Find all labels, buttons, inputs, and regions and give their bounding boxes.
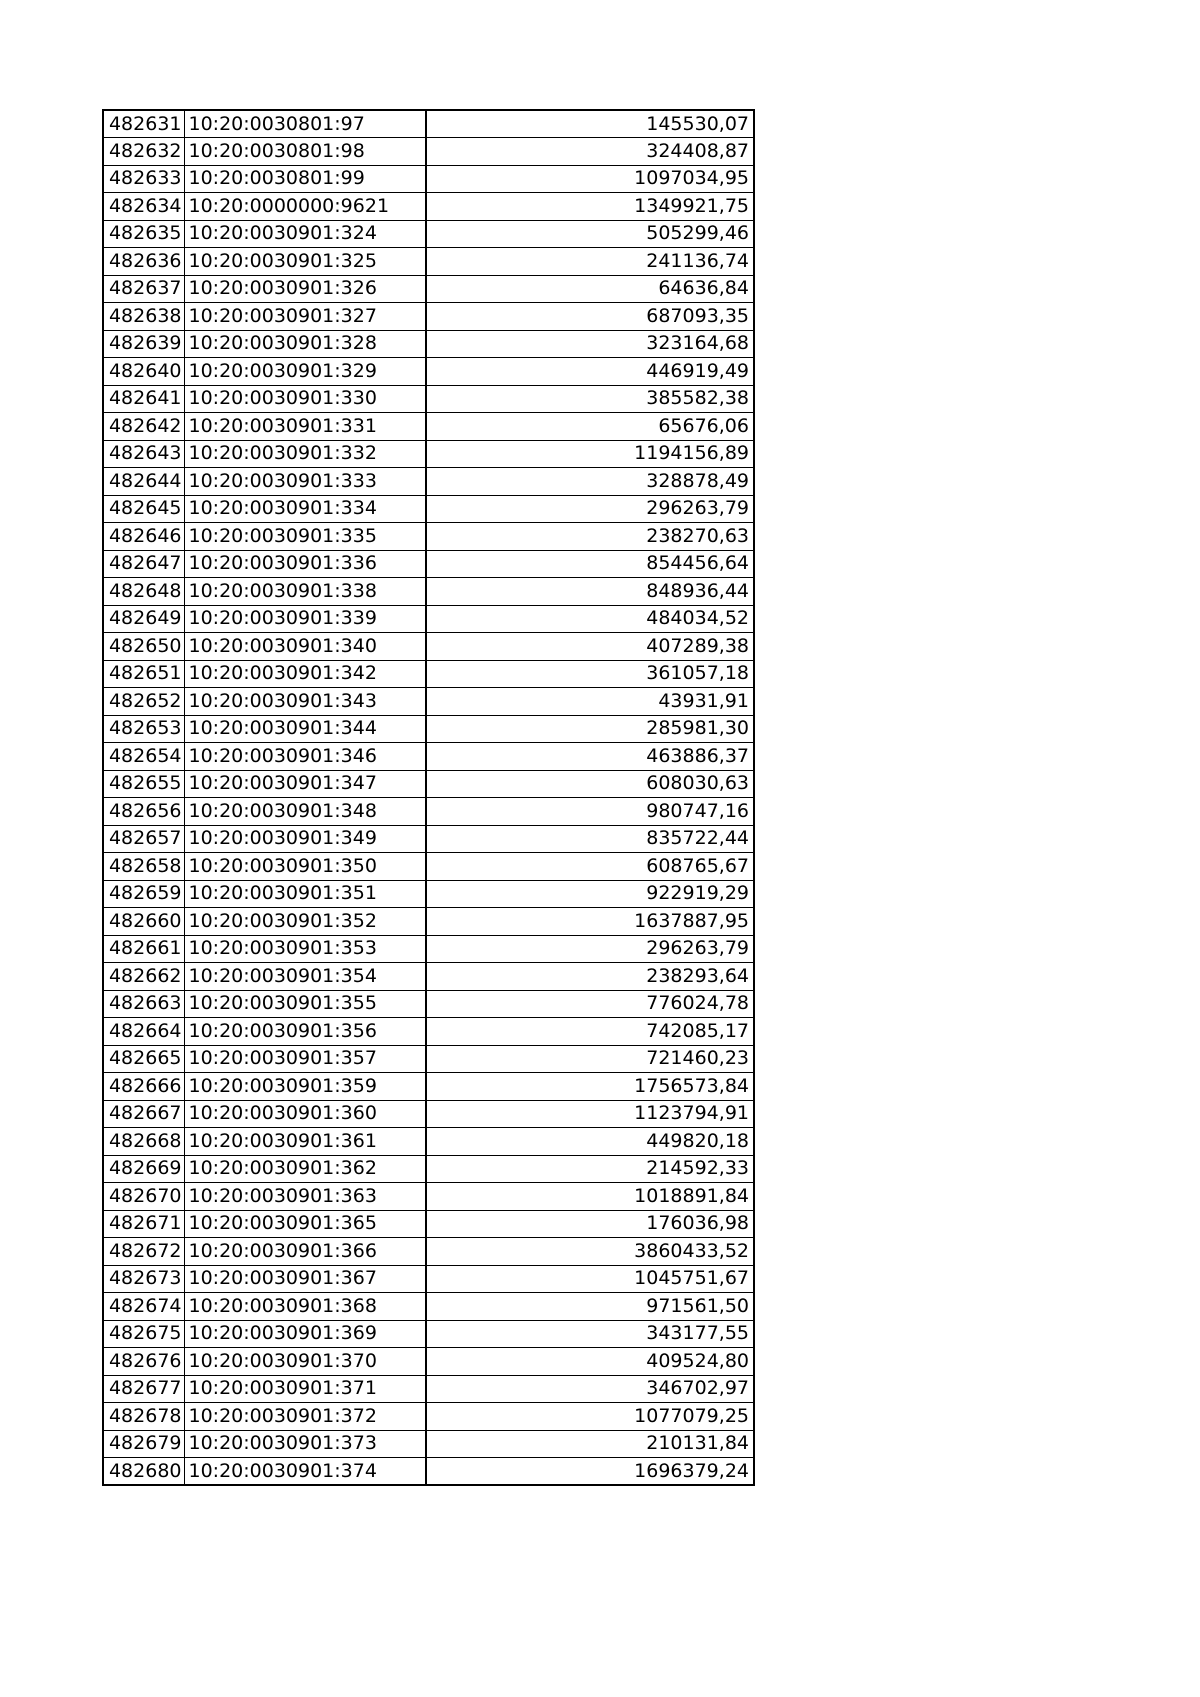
table-row <box>103 743 754 771</box>
cadastral-number-cell: 10:20:0030901:351 <box>184 880 426 908</box>
value-cell: 296263,79 <box>426 935 754 963</box>
value-cell: 210131,84 <box>426 1430 754 1458</box>
cadastral-number-cell: 10:20:0030901:339 <box>184 605 426 633</box>
row-number-cell: 482658 <box>103 853 184 881</box>
cadastral-number-cell: 10:20:0030901:349 <box>184 825 426 853</box>
cadastral-number-cell: 10:20:0030901:331 <box>184 413 426 441</box>
table-row <box>103 798 754 826</box>
cadastral-number-cell: 10:20:0030901:324 <box>184 220 426 248</box>
row-number-cell: 482642 <box>103 413 184 441</box>
table-row <box>103 110 754 138</box>
table-row <box>103 1320 754 1348</box>
row-number-cell: 482672 <box>103 1238 184 1266</box>
row-number-cell: 482671 <box>103 1210 184 1238</box>
table-row <box>103 495 754 523</box>
cadastral-number-cell: 10:20:0030901:334 <box>184 495 426 523</box>
cadastral-number-cell: 10:20:0030801:99 <box>184 165 426 193</box>
cadastral-number-cell: 10:20:0030901:367 <box>184 1265 426 1293</box>
row-number-cell: 482647 <box>103 550 184 578</box>
cadastral-number-cell: 10:20:0030901:365 <box>184 1210 426 1238</box>
value-cell: 980747,16 <box>426 798 754 826</box>
row-number-cell: 482649 <box>103 605 184 633</box>
row-number-cell: 482664 <box>103 1018 184 1046</box>
value-cell: 1349921,75 <box>426 193 754 221</box>
value-cell: 238270,63 <box>426 523 754 551</box>
table-row <box>103 715 754 743</box>
table-row <box>103 385 754 413</box>
cadastral-number-cell: 10:20:0030901:330 <box>184 385 426 413</box>
cadastral-number-cell: 10:20:0030901:372 <box>184 1403 426 1431</box>
cadastral-number-cell: 10:20:0030901:344 <box>184 715 426 743</box>
table-row <box>103 880 754 908</box>
row-number-cell: 482653 <box>103 715 184 743</box>
row-number-cell: 482638 <box>103 303 184 331</box>
cadastral-number-cell: 10:20:0030901:362 <box>184 1155 426 1183</box>
row-number-cell: 482663 <box>103 990 184 1018</box>
value-cell: 463886,37 <box>426 743 754 771</box>
value-cell: 971561,50 <box>426 1293 754 1321</box>
value-cell: 1123794,91 <box>426 1100 754 1128</box>
table-row <box>103 413 754 441</box>
row-number-cell: 482637 <box>103 275 184 303</box>
cadastral-number-cell: 10:20:0030901:370 <box>184 1348 426 1376</box>
cadastral-number-cell: 10:20:0030901:350 <box>184 853 426 881</box>
cadastral-number-cell: 10:20:0030901:359 <box>184 1073 426 1101</box>
value-cell: 922919,29 <box>426 880 754 908</box>
row-number-cell: 482632 <box>103 138 184 166</box>
table-row <box>103 550 754 578</box>
cadastral-number-cell: 10:20:0030901:373 <box>184 1430 426 1458</box>
table-row <box>103 660 754 688</box>
row-number-cell: 482652 <box>103 688 184 716</box>
value-cell: 385582,38 <box>426 385 754 413</box>
value-cell: 449820,18 <box>426 1128 754 1156</box>
row-number-cell: 482662 <box>103 963 184 991</box>
value-cell: 854456,64 <box>426 550 754 578</box>
value-cell: 145530,07 <box>426 110 754 138</box>
cadastral-number-cell: 10:20:0030801:97 <box>184 110 426 138</box>
row-number-cell: 482631 <box>103 110 184 138</box>
value-cell: 361057,18 <box>426 660 754 688</box>
table-row <box>103 1375 754 1403</box>
value-cell: 1194156,89 <box>426 440 754 468</box>
row-number-cell: 482635 <box>103 220 184 248</box>
value-cell: 343177,55 <box>426 1320 754 1348</box>
table-row <box>103 1045 754 1073</box>
table-row <box>103 275 754 303</box>
row-number-cell: 482657 <box>103 825 184 853</box>
table-row <box>103 1430 754 1458</box>
cadastral-number-cell: 10:20:0030901:325 <box>184 248 426 276</box>
table-row <box>103 468 754 496</box>
row-number-cell: 482661 <box>103 935 184 963</box>
cadastral-number-cell: 10:20:0030901:360 <box>184 1100 426 1128</box>
cadastral-number-cell: 10:20:0030901:326 <box>184 275 426 303</box>
value-cell: 608030,63 <box>426 770 754 798</box>
table-row <box>103 1128 754 1156</box>
table-row <box>103 633 754 661</box>
value-cell: 64636,84 <box>426 275 754 303</box>
table-row <box>103 1183 754 1211</box>
value-cell: 3860433,52 <box>426 1238 754 1266</box>
table-row <box>103 963 754 991</box>
cadastral-number-cell: 10:20:0030901:328 <box>184 330 426 358</box>
row-number-cell: 482636 <box>103 248 184 276</box>
value-cell: 407289,38 <box>426 633 754 661</box>
table-row <box>103 825 754 853</box>
row-number-cell: 482655 <box>103 770 184 798</box>
table-row <box>103 1238 754 1266</box>
table-row <box>103 193 754 221</box>
cadastral-number-cell: 10:20:0030901:336 <box>184 550 426 578</box>
table-row <box>103 330 754 358</box>
table-row <box>103 1155 754 1183</box>
cadastral-number-cell: 10:20:0030901:338 <box>184 578 426 606</box>
value-cell: 687093,35 <box>426 303 754 331</box>
cadastral-number-cell: 10:20:0030901:333 <box>184 468 426 496</box>
cadastral-number-cell: 10:20:0030901:374 <box>184 1458 426 1486</box>
value-cell: 65676,06 <box>426 413 754 441</box>
table-row <box>103 358 754 386</box>
table-row <box>103 1458 754 1486</box>
cadastral-number-cell: 10:20:0030801:98 <box>184 138 426 166</box>
cadastral-number-cell: 10:20:0030901:343 <box>184 688 426 716</box>
table-row <box>103 908 754 936</box>
value-cell: 721460,23 <box>426 1045 754 1073</box>
cadastral-number-cell: 10:20:0030901:347 <box>184 770 426 798</box>
cadastral-number-cell: 10:20:0030901:329 <box>184 358 426 386</box>
cadastral-number-cell: 10:20:0030901:348 <box>184 798 426 826</box>
table-row <box>103 440 754 468</box>
cadastral-number-cell: 10:20:0030901:371 <box>184 1375 426 1403</box>
row-number-cell: 482644 <box>103 468 184 496</box>
value-cell: 285981,30 <box>426 715 754 743</box>
row-number-cell: 482641 <box>103 385 184 413</box>
cadastral-number-cell: 10:20:0030901:363 <box>184 1183 426 1211</box>
row-number-cell: 482659 <box>103 880 184 908</box>
value-cell: 214592,33 <box>426 1155 754 1183</box>
value-cell: 1756573,84 <box>426 1073 754 1101</box>
cadastral-number-cell: 10:20:0030901:366 <box>184 1238 426 1266</box>
table-row <box>103 523 754 551</box>
row-number-cell: 482656 <box>103 798 184 826</box>
cadastral-number-cell: 10:20:0030901:368 <box>184 1293 426 1321</box>
table-row <box>103 1265 754 1293</box>
value-cell: 409524,80 <box>426 1348 754 1376</box>
table-row <box>103 688 754 716</box>
row-number-cell: 482676 <box>103 1348 184 1376</box>
row-number-cell: 482634 <box>103 193 184 221</box>
value-cell: 1045751,67 <box>426 1265 754 1293</box>
table-row <box>103 1073 754 1101</box>
cadastral-number-cell: 10:20:0030901:356 <box>184 1018 426 1046</box>
row-number-cell: 482633 <box>103 165 184 193</box>
table-row <box>103 220 754 248</box>
value-cell: 176036,98 <box>426 1210 754 1238</box>
table-body <box>103 110 754 1485</box>
row-number-cell: 482667 <box>103 1100 184 1128</box>
row-number-cell: 482679 <box>103 1430 184 1458</box>
row-number-cell: 482674 <box>103 1293 184 1321</box>
table-row <box>103 1293 754 1321</box>
value-cell: 742085,17 <box>426 1018 754 1046</box>
row-number-cell: 482651 <box>103 660 184 688</box>
table-row <box>103 853 754 881</box>
value-cell: 484034,52 <box>426 605 754 633</box>
row-number-cell: 482680 <box>103 1458 184 1486</box>
row-number-cell: 482665 <box>103 1045 184 1073</box>
cadastral-number-cell: 10:20:0030901:355 <box>184 990 426 1018</box>
cadastral-number-cell: 10:20:0030901:327 <box>184 303 426 331</box>
table-row <box>103 990 754 1018</box>
value-cell: 346702,97 <box>426 1375 754 1403</box>
row-number-cell: 482646 <box>103 523 184 551</box>
table-row <box>103 303 754 331</box>
value-cell: 43931,91 <box>426 688 754 716</box>
cadastral-number-cell: 10:20:0030901:346 <box>184 743 426 771</box>
value-cell: 1077079,25 <box>426 1403 754 1431</box>
value-cell: 1018891,84 <box>426 1183 754 1211</box>
row-number-cell: 482645 <box>103 495 184 523</box>
row-number-cell: 482670 <box>103 1183 184 1211</box>
row-number-cell: 482648 <box>103 578 184 606</box>
value-cell: 776024,78 <box>426 990 754 1018</box>
table-row <box>103 578 754 606</box>
row-number-cell: 482678 <box>103 1403 184 1431</box>
value-cell: 1637887,95 <box>426 908 754 936</box>
cadastral-number-cell: 10:20:0030901:357 <box>184 1045 426 1073</box>
row-number-cell: 482677 <box>103 1375 184 1403</box>
value-cell: 238293,64 <box>426 963 754 991</box>
cadastral-number-cell: 10:20:0030901:342 <box>184 660 426 688</box>
row-number-cell: 482666 <box>103 1073 184 1101</box>
value-cell: 323164,68 <box>426 330 754 358</box>
row-number-cell: 482639 <box>103 330 184 358</box>
table-row <box>103 1210 754 1238</box>
cadastral-number-cell: 10:20:0030901:354 <box>184 963 426 991</box>
row-number-cell: 482660 <box>103 908 184 936</box>
cadastral-number-cell: 10:20:0030901:332 <box>184 440 426 468</box>
row-number-cell: 482643 <box>103 440 184 468</box>
table-row <box>103 1348 754 1376</box>
cadastral-number-cell: 10:20:0030901:369 <box>184 1320 426 1348</box>
value-cell: 1696379,24 <box>426 1458 754 1486</box>
cadastral-number-cell: 10:20:0030901:340 <box>184 633 426 661</box>
table-row <box>103 165 754 193</box>
row-number-cell: 482640 <box>103 358 184 386</box>
value-cell: 241136,74 <box>426 248 754 276</box>
value-cell: 1097034,95 <box>426 165 754 193</box>
table-row <box>103 1100 754 1128</box>
row-number-cell: 482654 <box>103 743 184 771</box>
value-cell: 296263,79 <box>426 495 754 523</box>
row-number-cell: 482675 <box>103 1320 184 1348</box>
row-number-cell: 482669 <box>103 1155 184 1183</box>
table-row <box>103 605 754 633</box>
value-cell: 328878,49 <box>426 468 754 496</box>
row-number-cell: 482673 <box>103 1265 184 1293</box>
value-cell: 608765,67 <box>426 853 754 881</box>
value-cell: 835722,44 <box>426 825 754 853</box>
table-row <box>103 1018 754 1046</box>
table-row <box>103 248 754 276</box>
table-row <box>103 935 754 963</box>
cadastral-number-cell: 10:20:0030901:352 <box>184 908 426 936</box>
cadastral-number-cell: 10:20:0030901:353 <box>184 935 426 963</box>
row-number-cell: 482668 <box>103 1128 184 1156</box>
table-row <box>103 770 754 798</box>
value-cell: 848936,44 <box>426 578 754 606</box>
table-row <box>103 1403 754 1431</box>
cadastral-number-cell: 10:20:0000000:9621 <box>184 193 426 221</box>
value-cell: 324408,87 <box>426 138 754 166</box>
value-cell: 505299,46 <box>426 220 754 248</box>
cadastral-number-cell: 10:20:0030901:335 <box>184 523 426 551</box>
value-cell: 446919,49 <box>426 358 754 386</box>
row-number-cell: 482650 <box>103 633 184 661</box>
cadastral-number-cell: 10:20:0030901:361 <box>184 1128 426 1156</box>
cadastral-value-table <box>102 109 755 1486</box>
table-row <box>103 138 754 166</box>
